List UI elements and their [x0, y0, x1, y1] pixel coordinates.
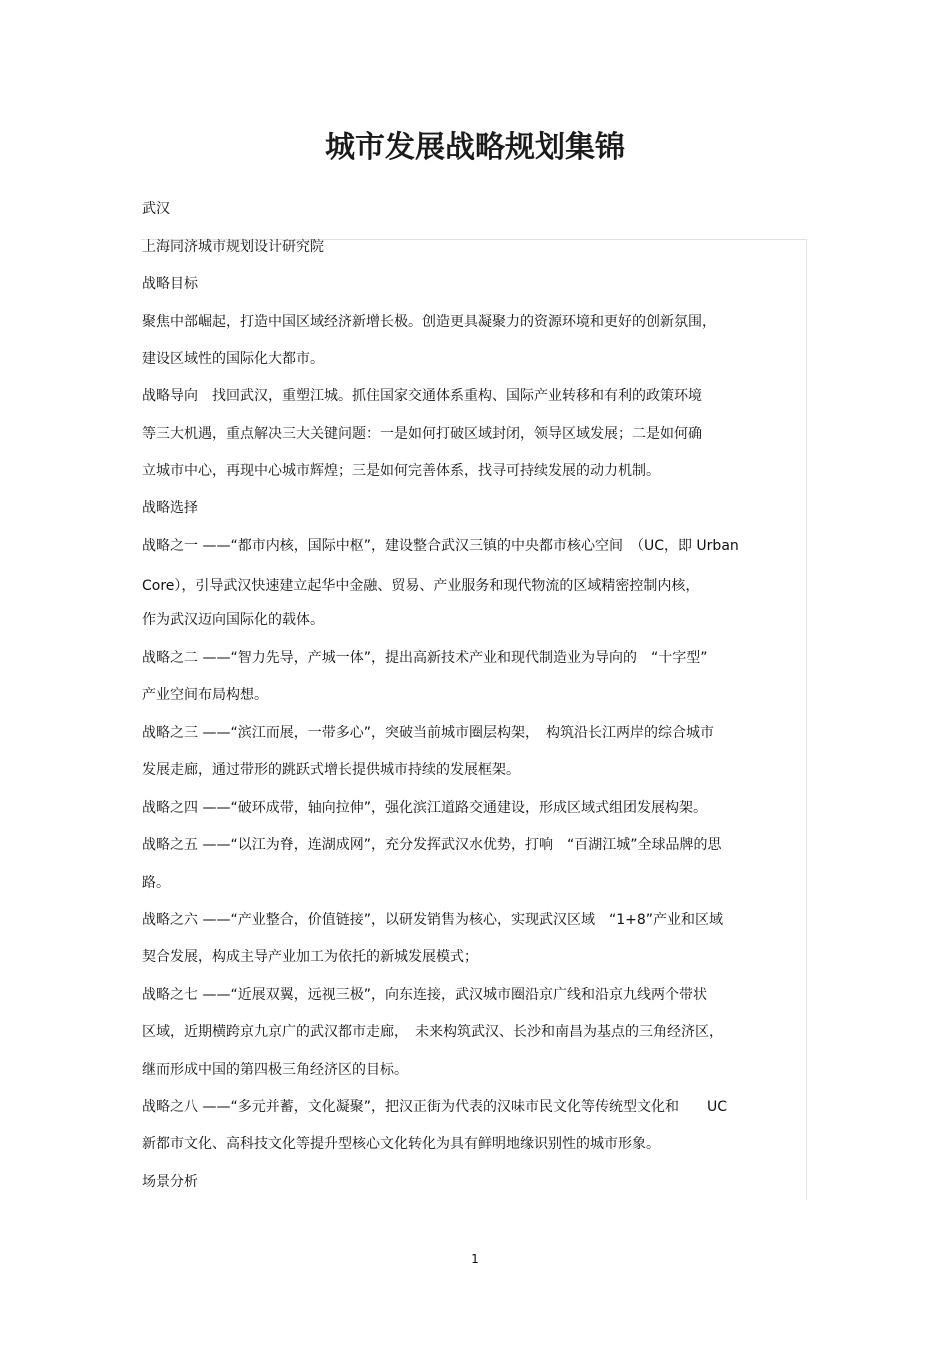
text-line: 聚焦中部崛起，打造中国区域经济新增长极。创造更具凝聚力的资源环境和更好的创新氛围，: [142, 314, 716, 330]
text-line: 战略之五 ——“以江为脊，连湖成网”，充分发挥武汉水优势，打响 “百湖江城”全球品牌的思: [142, 837, 722, 853]
text-line: 等三大机遇，重点解决三大关键问题：一是如何打破区域封闭，领导区域发展；二是如何确: [142, 426, 702, 442]
section-heading: 场景分析: [142, 1174, 198, 1190]
city-heading: 武汉: [142, 201, 170, 217]
text-line: 战略导向 找回武汉，重塑江城。抓住国家交通体系重构、国际产业转移和有利的政策环境: [142, 388, 702, 404]
text-line: 立城市中心，再现中心城市辉煌；三是如何完善体系，找寻可持续发展的动力机制。: [142, 463, 660, 479]
text-line: 战略之二 ——“智力先导，产城一体”，提出高新技术产业和现代制造业为导向的 “十字型”: [142, 650, 708, 666]
text-line: 路。: [142, 875, 170, 891]
text-line: Core），引导武汉快速建立起华中金融、贸易、产业服务和现代物流的区域精密控制内核，: [142, 578, 700, 594]
text-line: 战略之七 ——“近展双翼，远视三极”，向东连接，武汉城市圈沿京广线和沿京九线两个带状: [142, 987, 707, 1003]
text-line: 区域，近期横跨京九京广的武汉都市走廊， 未来构筑武汉、长沙和南昌为基点的三角经济区，: [142, 1024, 723, 1040]
page-number: 1: [471, 1252, 479, 1266]
section-heading: 战略目标: [142, 276, 198, 292]
text-line: 建设区域性的国际化大都市。: [142, 351, 324, 367]
text-line: 战略之一 ——“都市内核，国际中枢”，建设整合武汉三镇的中央都市核心空间 （UC，即 Urban: [142, 538, 739, 554]
text-line: 产业空间布局构想。: [142, 687, 268, 703]
section-heading: 战略选择: [142, 500, 198, 516]
text-line: 作为武汉迈向国际化的载体。: [142, 612, 324, 628]
text-line: 上海同济城市规划设计研究院: [142, 239, 324, 255]
text-line: 战略之六 ——“产业整合，价值链接”，以研发销售为核心，实现武汉区域 “1+8”产业和区域: [142, 912, 724, 928]
text-line: 发展走廊，通过带形的跳跃式增长提供城市持续的发展框架。: [142, 762, 520, 778]
content-frame: [141, 239, 807, 1200]
text-line: 战略之三 ——“滨江而展，一带多心”，突破当前城市圈层构架， 构筑沿长江两岸的综合城市: [142, 725, 714, 741]
document-title: 城市发展战略规划集锦: [325, 130, 625, 165]
text-line: 新都市文化、高科技文化等提升型核心文化转化为具有鲜明地缘识别性的城市形象。: [142, 1136, 660, 1152]
text-line: 战略之四 ——“破环成带，轴向拉伸”，强化滨江道路交通建设，形成区域式组团发展构架。: [142, 800, 707, 816]
text-line: 契合发展，构成主导产业加工为依托的新城发展模式；: [142, 949, 478, 965]
text-line: 战略之八 ——“多元并蓄，文化凝聚”，把汉正街为代表的汉味市民文化等传统型文化和 UC: [142, 1099, 727, 1115]
text-line: 继而形成中国的第四极三角经济区的目标。: [142, 1062, 408, 1078]
